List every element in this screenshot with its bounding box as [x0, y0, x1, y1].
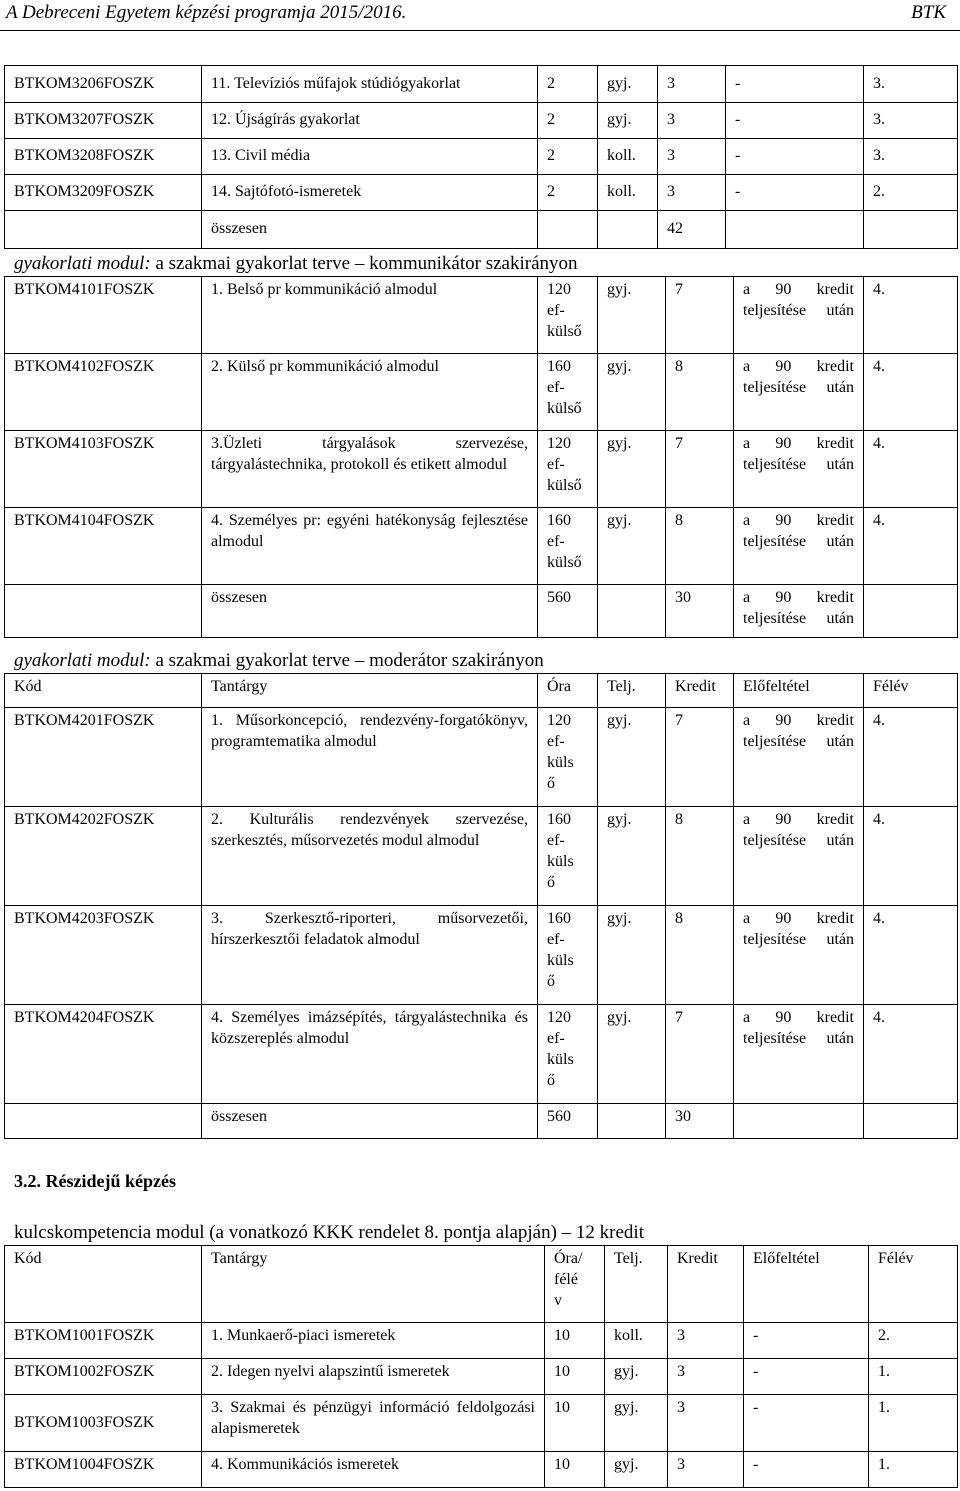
course-name: 2. Idegen nyelvi alapszintű ismeretek — [202, 1359, 545, 1395]
cell-line: ef- — [547, 533, 565, 550]
cell-line: ef- — [547, 456, 565, 473]
semester: 4. — [864, 508, 958, 585]
cell-line: a 90 kredit — [743, 281, 854, 298]
total-label: összesen — [202, 585, 538, 638]
credit: 3 — [658, 103, 726, 139]
empty-cell — [864, 211, 958, 249]
hours: 10 — [545, 1359, 605, 1395]
prerequisite: - — [726, 66, 864, 103]
assessment-type: gyj. — [598, 708, 666, 807]
hours: 2 — [538, 66, 598, 103]
hours: 10 — [545, 1323, 605, 1359]
prerequisite: - — [744, 1452, 869, 1488]
cell-line: a 90 kredit — [743, 589, 854, 606]
cell-line: 160 — [547, 910, 571, 927]
prerequisite: - — [744, 1359, 869, 1395]
course-name: 2. Külső pr kommunikáció almodul — [202, 354, 538, 431]
assessment-type: gyj. — [598, 277, 666, 354]
semester: 1. — [869, 1359, 958, 1395]
header-faculty: BTK — [911, 2, 946, 23]
credit: 7 — [666, 277, 734, 354]
course-code: BTKOM4203FOSZK — [5, 906, 202, 1005]
header-hours: Óra — [538, 674, 598, 708]
credit: 3 — [668, 1452, 744, 1488]
header-semester: Félév — [864, 674, 958, 708]
cell-line: ef- — [547, 733, 565, 750]
cell-line: a 90 kredit — [743, 910, 854, 927]
table-row — [5, 807, 958, 906]
prerequisite — [734, 508, 864, 585]
table-key-competence — [4, 1245, 958, 1488]
semester: 3. — [864, 66, 958, 103]
assessment-type: gyj. — [598, 103, 658, 139]
semester: 1. — [869, 1395, 958, 1452]
course-name: 1. Munkaerő-piaci ismeretek — [202, 1323, 545, 1359]
credit: 3 — [668, 1323, 744, 1359]
credit: 7 — [666, 708, 734, 807]
course-code: BTKOM4104FOSZK — [5, 508, 202, 585]
cell-line: félé — [554, 1271, 578, 1288]
semester: 2. — [864, 175, 958, 211]
table-row — [5, 1359, 958, 1395]
credit: 8 — [666, 354, 734, 431]
cell-line: teljesítése után — [743, 379, 854, 396]
cell-line: 120 — [547, 712, 571, 729]
cell-line: teljesítése után — [743, 456, 854, 473]
credit: 3 — [668, 1395, 744, 1452]
credit: 8 — [666, 508, 734, 585]
cell-line: teljesítése után — [743, 832, 854, 849]
table-row — [5, 585, 958, 638]
cell-line: külső — [547, 477, 582, 494]
table-communication-courses — [4, 65, 958, 249]
prerequisite: - — [726, 139, 864, 175]
header-code: Kód — [5, 674, 202, 708]
table-row — [5, 211, 958, 249]
course-code: BTKOM4201FOSZK — [5, 708, 202, 807]
assessment-type: koll. — [605, 1323, 668, 1359]
cell-line: külső — [547, 554, 582, 571]
table-row — [5, 139, 958, 175]
caption-key-competence: kulcskompetencia modul (a vonatkozó KKK rendelet 8. pontja alapján) – 12 kredit — [14, 1222, 644, 1243]
credit: 3 — [658, 175, 726, 211]
prerequisite: - — [744, 1395, 869, 1452]
hours: 10 — [545, 1395, 605, 1452]
header-credit: Kredit — [668, 1246, 744, 1323]
table-row — [5, 1246, 958, 1323]
prerequisite — [734, 354, 864, 431]
cell-line: a 90 kredit — [743, 435, 854, 452]
semester: 2. — [869, 1323, 958, 1359]
total-hours: 560 — [538, 585, 598, 638]
header-title: A Debreceni Egyetem képzési programja 2015/2016. — [6, 2, 407, 23]
table-row — [5, 674, 958, 708]
table-row — [5, 708, 958, 807]
credit: 3 — [658, 139, 726, 175]
hours: 2 — [538, 139, 598, 175]
course-code: BTKOM1002FOSZK — [5, 1359, 202, 1395]
header-name: Tantárgy — [202, 1246, 545, 1323]
course-code: BTKOM1004FOSZK — [5, 1452, 202, 1488]
assessment-type: koll. — [598, 175, 658, 211]
course-code: BTKOM4101FOSZK — [5, 277, 202, 354]
prerequisite — [734, 1005, 864, 1104]
prerequisite: - — [726, 103, 864, 139]
hours — [538, 708, 598, 807]
cell-line: külső — [547, 400, 582, 417]
header-type: Telj. — [605, 1246, 668, 1323]
credit: 3 — [668, 1359, 744, 1395]
course-name: 12. Újságírás gyakorlat — [202, 103, 538, 139]
cell-line: 120 — [547, 281, 571, 298]
cell-line: ef- — [547, 379, 565, 396]
table-communicator-practice — [4, 276, 958, 638]
semester: 3. — [864, 103, 958, 139]
empty-cell — [598, 211, 658, 249]
table-row — [5, 277, 958, 354]
cell-line: teljesítése után — [743, 610, 854, 627]
course-code: BTKOM4102FOSZK — [5, 354, 202, 431]
empty-cell — [538, 211, 598, 249]
prerequisite — [734, 906, 864, 1005]
course-code: BTKOM4204FOSZK — [5, 1005, 202, 1104]
cell-line: ef- — [547, 302, 565, 319]
semester: 4. — [864, 807, 958, 906]
empty-cell — [5, 585, 202, 638]
course-code: BTKOM4202FOSZK — [5, 807, 202, 906]
semester: 4. — [864, 906, 958, 1005]
empty-cell — [598, 585, 666, 638]
hours — [538, 277, 598, 354]
semester: 4. — [864, 1005, 958, 1104]
cell-line: a 90 kredit — [743, 358, 854, 375]
empty-cell — [5, 211, 202, 249]
cell-line: teljesítése után — [743, 302, 854, 319]
course-code: BTKOM1001FOSZK — [5, 1323, 202, 1359]
hours — [538, 906, 598, 1005]
assessment-type: gyj. — [598, 906, 666, 1005]
empty-cell — [5, 1104, 202, 1139]
course-name: 2. Kulturális rendezvények szervezése, szerkesztés, műsorvezetés modul almodul — [202, 807, 538, 906]
table-row — [5, 103, 958, 139]
caption-moderator: gyakorlati modul: a szakmai gyakorlat terve – moderátor szakirányon — [14, 650, 544, 671]
course-name: 3. Szerkesztő-riporteri, műsorvezetői, hírszerkesztői feladatok almodul — [202, 906, 538, 1005]
credit: 7 — [666, 431, 734, 508]
course-name: 4. Személyes pr: egyéni hatékonyság fejlesztése almodul — [202, 508, 538, 585]
table-row — [5, 1104, 958, 1139]
assessment-type: koll. — [598, 139, 658, 175]
course-name: 14. Sajtófotó-ismeretek — [202, 175, 538, 211]
cell-line: küls — [547, 952, 574, 969]
page-header — [0, 0, 960, 31]
table-row — [5, 1395, 958, 1452]
cell-line: ő — [547, 775, 555, 792]
hours: 2 — [538, 175, 598, 211]
assessment-type: gyj. — [598, 431, 666, 508]
table-row — [5, 1323, 958, 1359]
hours — [538, 807, 598, 906]
table-moderator-practice — [4, 673, 958, 1139]
cell-line: 160 — [547, 512, 571, 529]
empty-cell — [734, 1104, 864, 1139]
course-name: 4. Kommunikációs ismeretek — [202, 1452, 545, 1488]
header-prereq: Előfeltétel — [734, 674, 864, 708]
total-label: összesen — [202, 1104, 538, 1139]
assessment-type: gyj. — [598, 807, 666, 906]
empty-cell — [864, 1104, 958, 1139]
course-name: 3.Üzleti tárgyalások szervezése, tárgyalástechnika, protokoll és etikett almodul — [202, 431, 538, 508]
cell-line: teljesítése után — [743, 533, 854, 550]
course-name: 1. Műsorkoncepció, rendezvény-forgatókönyv, programtematika almodul — [202, 708, 538, 807]
cell-line: külső — [547, 323, 582, 340]
header-semester: Félév — [869, 1246, 958, 1323]
header-credit: Kredit — [666, 674, 734, 708]
table-row — [5, 508, 958, 585]
table-row — [5, 1452, 958, 1488]
course-code: BTKOM1003FOSZK — [5, 1395, 202, 1452]
credit: 8 — [666, 807, 734, 906]
cell-line: ef- — [547, 1030, 565, 1047]
table-row — [5, 1005, 958, 1104]
cell-line: a 90 kredit — [743, 712, 854, 729]
total-prereq — [734, 585, 864, 638]
course-code: BTKOM3208FOSZK — [5, 139, 202, 175]
semester: 4. — [864, 431, 958, 508]
course-code: BTKOM4103FOSZK — [5, 431, 202, 508]
cell-line: ő — [547, 1072, 555, 1089]
assessment-type: gyj. — [598, 66, 658, 103]
assessment-type: gyj. — [598, 1005, 666, 1104]
hours — [538, 1005, 598, 1104]
cell-line: 120 — [547, 1009, 571, 1026]
total-credit: 30 — [666, 585, 734, 638]
cell-line: Óra/ — [554, 1250, 583, 1267]
caption-communicator: gyakorlati modul: a szakmai gyakorlat terve – kommunikátor szakirányon — [14, 253, 578, 274]
hours — [538, 508, 598, 585]
cell-line: teljesítése után — [743, 931, 854, 948]
credit: 7 — [666, 1005, 734, 1104]
cell-line: a 90 kredit — [743, 811, 854, 828]
hours: 2 — [538, 103, 598, 139]
cell-line: küls — [547, 754, 574, 771]
cell-line: teljesítése után — [743, 733, 854, 750]
course-name: 1. Belső pr kommunikáció almodul — [202, 277, 538, 354]
total-label: összesen — [202, 211, 538, 249]
course-code: BTKOM3207FOSZK — [5, 103, 202, 139]
prerequisite: - — [726, 175, 864, 211]
table-row — [5, 66, 958, 103]
header-type: Telj. — [598, 674, 666, 708]
header-hours — [545, 1246, 605, 1323]
cell-line: ő — [547, 874, 555, 891]
assessment-type: gyj. — [598, 508, 666, 585]
semester: 4. — [864, 277, 958, 354]
semester: 4. — [864, 354, 958, 431]
empty-cell — [864, 585, 958, 638]
table-row — [5, 906, 958, 1005]
cell-line: ő — [547, 973, 555, 990]
cell-line: 120 — [547, 435, 571, 452]
cell-line: teljesítése után — [743, 1030, 854, 1047]
assessment-type: gyj. — [598, 354, 666, 431]
table-row — [5, 354, 958, 431]
prerequisite — [734, 431, 864, 508]
cell-line: 160 — [547, 811, 571, 828]
table-row — [5, 175, 958, 211]
cell-line: 160 — [547, 358, 571, 375]
header-prereq: Előfeltétel — [744, 1246, 869, 1323]
assessment-type: gyj. — [605, 1395, 668, 1452]
cell-line: v — [554, 1292, 562, 1309]
total-hours: 560 — [538, 1104, 598, 1139]
table-row — [5, 431, 958, 508]
cell-line: küls — [547, 853, 574, 870]
hours — [538, 354, 598, 431]
empty-cell — [598, 1104, 666, 1139]
prerequisite — [734, 277, 864, 354]
header-code: Kód — [5, 1246, 202, 1323]
credit: 8 — [666, 906, 734, 1005]
cell-line: a 90 kredit — [743, 1009, 854, 1026]
cell-line: a 90 kredit — [743, 512, 854, 529]
course-name: 11. Televíziós műfajok stúdiógyakorlat — [202, 66, 538, 103]
total-credit: 30 — [666, 1104, 734, 1139]
assessment-type: gyj. — [605, 1452, 668, 1488]
semester: 4. — [864, 708, 958, 807]
total-credit: 42 — [658, 211, 726, 249]
assessment-type: gyj. — [605, 1359, 668, 1395]
section-title: 3.2. Részidejű képzés — [14, 1171, 176, 1191]
course-name: 13. Civil média — [202, 139, 538, 175]
cell-line: ef- — [547, 832, 565, 849]
credit: 3 — [658, 66, 726, 103]
cell-line: ef- — [547, 931, 565, 948]
prerequisite — [734, 708, 864, 807]
prerequisite — [734, 807, 864, 906]
header-name: Tantárgy — [202, 674, 538, 708]
course-name: 3. Szakmai és pénzügyi információ feldolgozási alapismeretek — [202, 1395, 545, 1452]
hours — [538, 431, 598, 508]
cell-line: küls — [547, 1051, 574, 1068]
course-code: BTKOM3206FOSZK — [5, 66, 202, 103]
course-name: 4. Személyes imázsépítés, tárgyalástechnika és közszereplés almodul — [202, 1005, 538, 1104]
course-code: BTKOM3209FOSZK — [5, 175, 202, 211]
empty-cell — [726, 211, 864, 249]
prerequisite: - — [744, 1323, 869, 1359]
hours: 10 — [545, 1452, 605, 1488]
semester: 1. — [869, 1452, 958, 1488]
semester: 3. — [864, 139, 958, 175]
